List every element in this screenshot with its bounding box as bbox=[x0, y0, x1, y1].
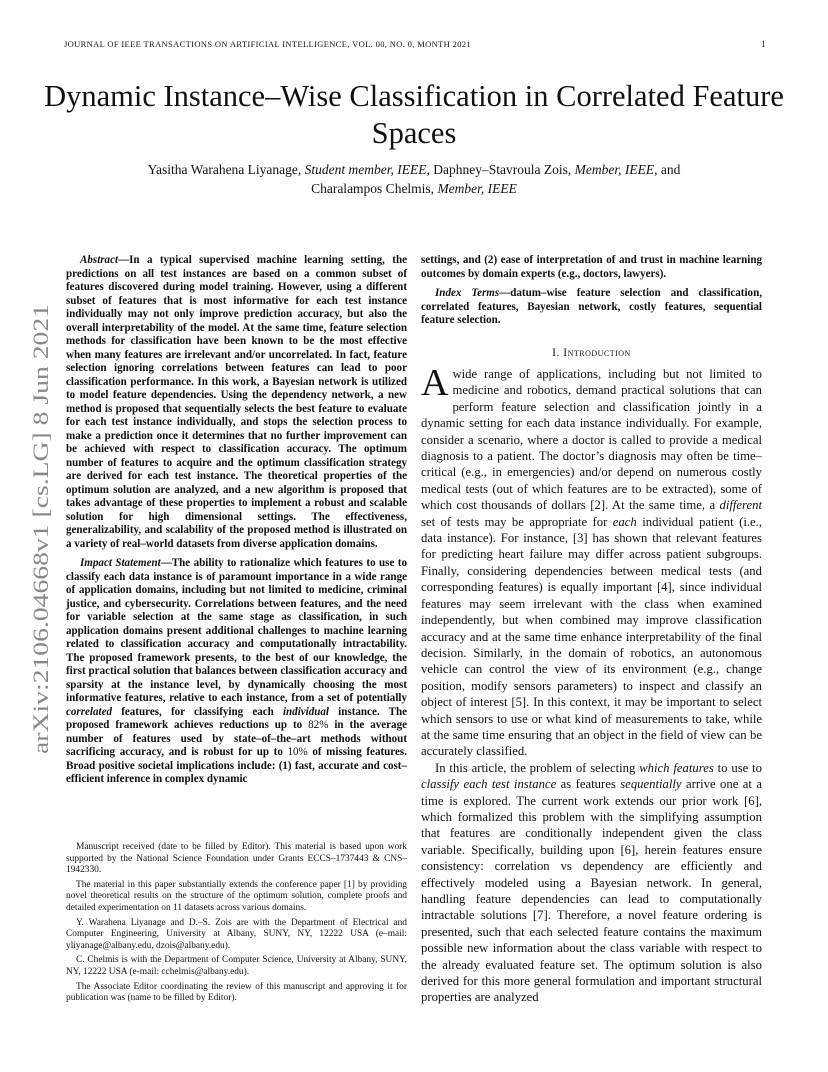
introduction-body bbox=[421, 362, 762, 1006]
intro-text: individual patient (i.e., data instance). For instance, [3] has shown that relevant features for predicting heart failure may differ across patient subgroups. Finally, considering dependencies between medical tests (and corresponding features) is equally important [4], since individual features may seem irrelevant with the class when examined independently, but when combined may improve classification accuracy and at the same time enhance interpretability of the final decision. Similarly, in the domain of robotics, an autonomous vehicle can control the view of its environment (e.g., change position, modify sensors parameters) to inspect and classify an object of interest [5]. In this context, it may be important to select which sensors to use or what kind of measurements to take, while at the same time ensuring that an object in the field of view can be accurately classified. bbox=[421, 514, 762, 759]
index-terms-label: Index Terms bbox=[435, 287, 500, 299]
paper-title: Dynamic Instance–Wise Classification in Correlated Feature Spaces bbox=[44, 79, 784, 150]
arxiv-stamp-text: arXiv:2106.04668v1 [cs.LG] 8 Jun 2021 bbox=[28, 387, 53, 754]
author-1: Yasitha Warahena Liyanage, bbox=[147, 162, 305, 177]
intro-paragraph-1 bbox=[421, 362, 762, 760]
intro-text: set of tests may be appropriate for bbox=[421, 514, 613, 529]
impact-text: of missing features. Broad positive societal implications include: (1) fast, accurate and cost–efficient inference in complex dynamic bbox=[66, 746, 407, 785]
author-sep: , and bbox=[654, 162, 681, 177]
footnote: C. Chelmis is with the Department of Computer Science, University at Albany, SUNY, NY, 12222 USA (e-mail: cchelmis@albany.edu). bbox=[66, 955, 407, 977]
impact-text: features, for classifying each bbox=[112, 705, 283, 718]
impact-emphasis: correlated bbox=[66, 705, 113, 718]
impact-continued: settings, and (2) ease of interpretation of and trust in machine learning outcomes by domain experts (e.g., doctors, lawyers). bbox=[421, 254, 762, 280]
author-3-role: Member, IEEE bbox=[437, 181, 517, 196]
impact-statement bbox=[66, 557, 407, 787]
intro-paragraph-2 bbox=[421, 760, 762, 1006]
arxiv-side-stamp bbox=[16, 300, 56, 760]
author-3: Charalampos Chelmis, bbox=[311, 181, 438, 196]
index-terms-text: —datum–wise feature selection and classification, correlated features, Bayesian network, costly features, sequential feature selection. bbox=[421, 287, 762, 326]
impact-number: 82% bbox=[308, 719, 329, 731]
impact-label: Impact Statement bbox=[80, 557, 161, 569]
footnote: Y. Warahena Liyanage and D.–S. Zois are with the Department of Electrical and Computer Engineering, University at Albany, SUNY, NY, 12222 USA (e–mail: yliyanage@albany.edu, dzois@albany.edu). bbox=[66, 917, 407, 951]
right-column-top bbox=[421, 254, 762, 334]
footnote: The Associate Editor coordinating the review of this manuscript and approving it for publication was (name to be filled by Editor). bbox=[66, 981, 407, 1004]
impact-emphasis: individual bbox=[282, 705, 330, 718]
impact-text: in the average number of features used by state–of–the–art methods without sacrificing accuracy, and is robust for up to bbox=[66, 719, 407, 758]
impact-number: 10% bbox=[287, 746, 308, 758]
page-number: 1 bbox=[761, 39, 766, 49]
abstract bbox=[66, 254, 407, 551]
author-list bbox=[60, 160, 768, 198]
left-column bbox=[66, 254, 407, 793]
footnotes bbox=[66, 842, 407, 1008]
intro-text: to use to bbox=[713, 760, 762, 775]
footnote: Manuscript received (date to be filled by Editor). This material is based upon work supported by the National Science Foundation under Grants ECCS–1737443 & CNS–1942330. bbox=[66, 842, 407, 876]
intro-text: arrive one at a time is explored. The current work extends our prior work [6], which formalized this problem with the simplifying assumption that features are conditionally independent given the class variable. Specifically, building upon [6], herein features ensure consistency: correlation vs dependency are efficiently and effectively modeled using a Bayesian network. In general, handling feature dependencies can lead to computationally intractable solutions [7]. Therefore, a novel feature ordering is presented, such that each selected feature contains the maximum possible new information about the class variable with respect to the already evaluated feature set. The optimum solution is also derived for this more general formulation and important structural properties are analyzed bbox=[421, 777, 762, 1005]
impact-text: —The ability to rationalize which features to use to classify each data instance is of paramount importance in a wide range of application domains, including but not limited to medicine, criminal justice, and cybersecurity. Correlations between features, and the need for variable selection at the same stage as classification, in such application domains present additional challenges to machine learning related to classification accuracy and computationally intractability. The proposed framework presents, to the best of our knowledge, the first practical solution that balances between classification accuracy and sparsity at the instance level, by dynamically choosing the most informative features, relative to each instance, from a set of potentially bbox=[66, 557, 407, 704]
intro-emphasis: sequentially bbox=[620, 777, 682, 792]
index-terms bbox=[421, 287, 762, 328]
section-heading: I. Introduction bbox=[552, 347, 631, 359]
abstract-label: Abstract bbox=[80, 254, 119, 266]
running-head: JOURNAL OF IEEE TRANSACTIONS ON ARTIFICIAL INTELLIGENCE, VOL. 00, NO. 0, MONTH 2021 bbox=[64, 39, 472, 49]
dropcap-letter: A bbox=[421, 362, 449, 404]
author-2: , Daphney–Stavroula Zois, bbox=[426, 162, 575, 177]
intro-text: as features bbox=[556, 777, 621, 792]
footnote: The material in this paper substantially extends the conference paper [1] by providing novel theoretical results on the structure of the optimum solution, complete proofs and detailed experimentation on 11 datasets across various domains. bbox=[66, 879, 407, 913]
author-1-role: Student member, IEEE bbox=[304, 162, 427, 177]
intro-text: wide range of applications, including but not limited to medicine and robotics, demand practical solutions that can perform feature selection and classification jointly in a dynamic setting for each data instance individually. For example, consider a scenario, where a doctor is called to provide a medical diagnosis to a patient. The doctor’s diagnosis may often be time–critical (e.g., in emergencies) and/or depend on numerous costly medical tests (out of which features are to be extracted), some of which cost thousands of dollars [2]. At the same time, a bbox=[421, 367, 762, 513]
intro-emphasis: different bbox=[719, 498, 762, 513]
impact-text: instance. The proposed framework achieves reductions up to bbox=[66, 705, 407, 731]
intro-emphasis: each bbox=[612, 514, 637, 529]
intro-emphasis: which features bbox=[639, 760, 714, 775]
abstract-text: —In a typical supervised machine learning setting, the predictions on all test instances are based on a common subset of features discovered during model training. However, using a different subset of features that is most informative for each test instance individually may not only improve prediction accuracy, but also the overall interpretability of the model. At the same time, feature selection methods for classification have been known to be the most effective when many features are irrelevant and/or uncorrelated. In fact, feature selection ignoring correlations between features can lead to poor classification performance. In this work, a Bayesian network is utilized to model feature dependencies. Using the dependency network, a new method is proposed that sequentially selects the best feature to evaluate for each test instance individually, and stops the selection process to make a prediction once it determines that no further improvement can be achieved with respect to classification accuracy. The optimum number of features to acquire and the optimum classification strategy are derived for each test instance. The theoretical properties of the optimum solution are analyzed, and a new algorithm is proposed that takes advantage of these properties to implement a robust and scalable solution for high dimensional settings. The effectiveness, generalizability, and scalability of the proposed method is illustrated on a variety of real–world datasets from diverse application domains. bbox=[66, 254, 407, 550]
intro-text: In this article, the problem of selecting bbox=[435, 760, 640, 775]
intro-emphasis: classify each test instance bbox=[421, 777, 557, 792]
author-2-role: Member, IEEE bbox=[574, 162, 655, 177]
